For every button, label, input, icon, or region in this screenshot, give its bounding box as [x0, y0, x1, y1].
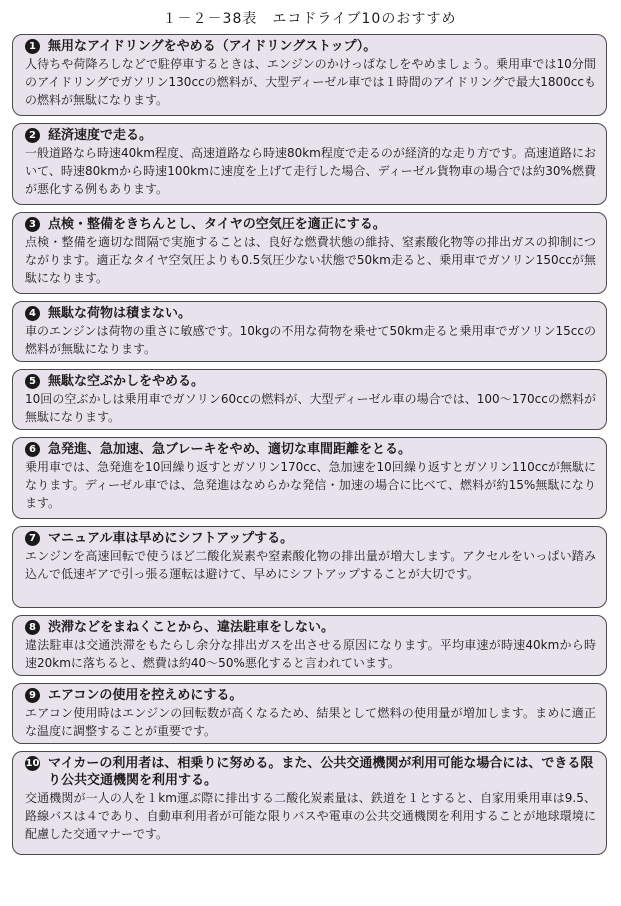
- number-badge: 1: [25, 39, 40, 54]
- eco-tip-9: [12, 683, 607, 744]
- eco-tip-7: [12, 526, 607, 608]
- number-badge: 2: [25, 128, 40, 143]
- tip-heading: エアコンの使用を控えめにする。: [48, 688, 243, 703]
- eco-tip-4: [12, 301, 607, 362]
- tip-heading: 無用なアイドリングをやめる（アイドリングストップ）。: [48, 39, 377, 54]
- number-badge: 4: [25, 306, 40, 321]
- eco-tip-6: [12, 437, 607, 519]
- tip-body: 違法駐車は交通渋滞をもたらし余分な排出ガスを出させる原因になります。平均車速が時速40kmから時速20kmに落ちると、燃費は約40～50%悪化すると言われています。: [25, 638, 596, 670]
- tip-heading: 無駄な荷物は積まない。: [48, 306, 192, 321]
- tip-body: 人待ちや荷降ろしなどで駐停車するときは、エンジンのかけっぱなしをやめましょう。乗用車では10分間のアイドリングでガソリン130ccの燃料が、大型ディーゼル車では１時間のアイドリングで最大1800ccもの燃料が無駄になります。: [25, 57, 596, 107]
- eco-tip-1: [12, 34, 607, 116]
- number-badge: 9: [25, 688, 40, 703]
- page-title: １－２－38表 エコドライブ10のおすすめ: [162, 11, 457, 27]
- number-badge: 8: [25, 620, 40, 635]
- tip-heading: 無駄な空ぶかしをやめる。: [48, 374, 205, 389]
- eco-tip-3: [12, 212, 607, 294]
- tip-heading: 渋滞などをまねくことから、違法駐車をしない。: [48, 620, 335, 635]
- tip-body: エアコン使用時はエンジンの回転数が高くなるため、結果として燃料の使用量が増加します。まめに適正な温度に調整することが重要です。: [25, 706, 596, 738]
- tip-body: 点検・整備を適切な間隔で実施することは、良好な燃費状態の維持、窒素酸化物等の排出ガスの抑制につながります。適正なタイヤ空気圧よりも0.5気圧少ない状態で50km走ると、乗用車でガソリン150ccが無駄になります。: [25, 235, 596, 285]
- eco-tip-10: [12, 751, 607, 855]
- tip-body: 交通機関が一人の人を１km運ぶ際に排出する二酸化炭素量は、鉄道を１とすると、自家用乗用車は9.5、路線バスは４であり、自動車利用者が可能な限りバスや電車の公共交通機関を利用することが地球環境に配慮した交通マナーです。: [25, 791, 596, 841]
- number-badge: 7: [25, 531, 40, 546]
- tip-body: 一般道路なら時速40km程度、高速道路なら時速80km程度で走るのが経済的な走り方です。高速道路において、時速80kmから時速100kmに速度を上げて走行した場合、ディーゼル貨物車の場合では約30%燃費が悪化する例もあります。: [25, 146, 596, 196]
- tip-heading: マニュアル車は早めにシフトアップする。: [48, 531, 294, 546]
- tip-body: 車のエンジンは荷物の重さに敏感です。10kgの不用な荷物を乗せて50km走ると乗用車でガソリン15ccの燃料が無駄になります。: [25, 324, 596, 356]
- tip-body: 10回の空ぶかしは乗用車でガソリン60ccの燃料が、大型ディーゼル車の場合では、100～170ccの燃料が無駄になります。: [25, 392, 596, 424]
- eco-tip-8: [12, 615, 607, 676]
- number-badge: 5: [25, 374, 40, 389]
- tip-heading: 経済速度で走る。: [48, 128, 153, 143]
- tip-body: 乗用車では、急発進を10回繰り返すとガソリン170cc、急加速を10回繰り返すとガソリン110ccが無駄になります。ディーゼル車では、急発進はなめらかな発信・加速の場合に比べて、燃料が約15%無駄になります。: [25, 460, 596, 510]
- number-badge: 6: [25, 442, 40, 457]
- eco-tip-5: [12, 369, 607, 430]
- number-badge: 10: [25, 758, 40, 769]
- tip-heading: マイカーの利用者は、相乗りに努める。また、公共交通機関が利用可能な場合には、できる限り公共交通機関を利用する。: [48, 756, 594, 788]
- tip-heading: 点検・整備をきちんとし、タイヤの空気圧を適正にする。: [48, 217, 386, 232]
- tip-body: エンジンを高速回転で使うほど二酸化炭素や窒素酸化物の排出量が増大します。アクセルをいっぱい踏み込んで低速ギアで引っ張る運転は避けて、早めにシフトアップすることが大切です。: [25, 549, 596, 581]
- eco-tip-2: [12, 123, 607, 205]
- number-badge: 3: [25, 217, 40, 232]
- tip-heading: 急発進、急加速、急ブレーキをやめ、適切な車間距離をとる。: [48, 442, 411, 457]
